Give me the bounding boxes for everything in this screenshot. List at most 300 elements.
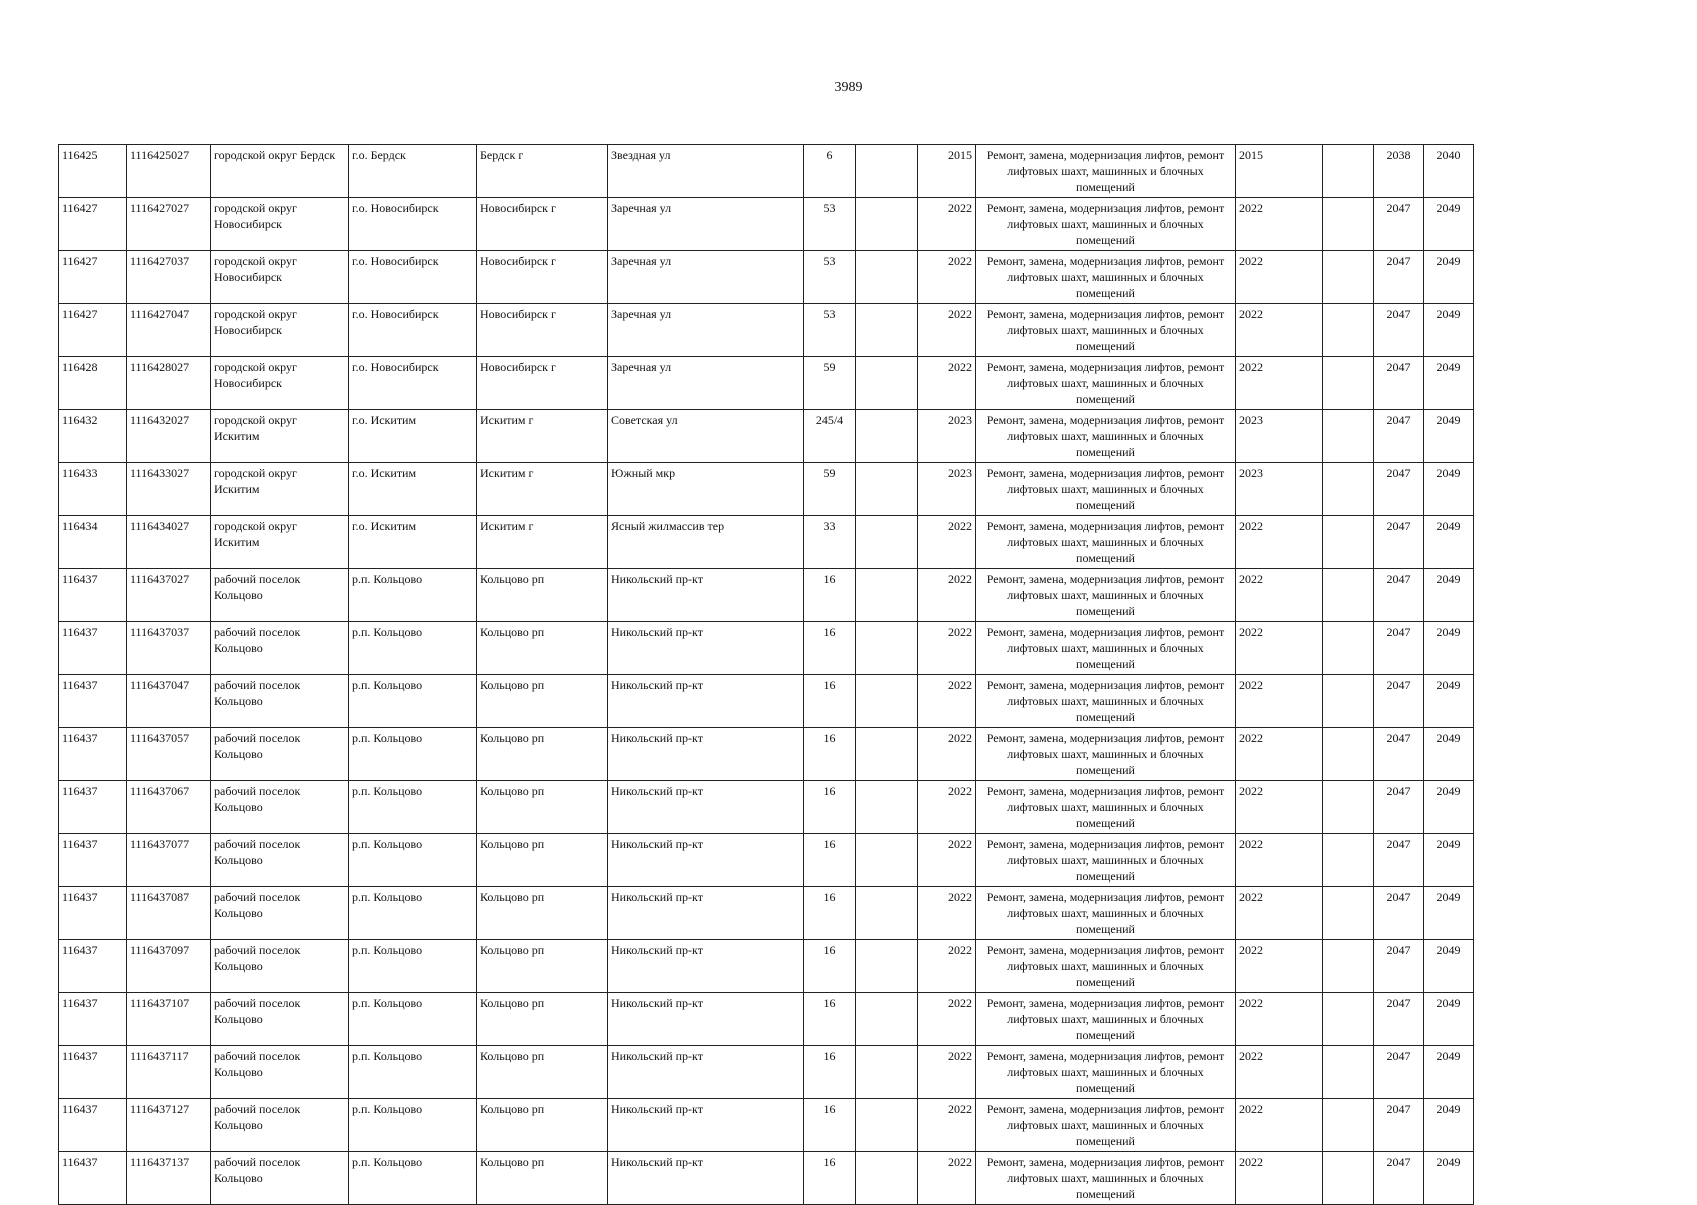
cell-empty	[1323, 198, 1374, 251]
cell-work-type: Ремонт, замена, модернизация лифтов, ремонт лифтовых шахт, машинных и блочных помещений	[976, 410, 1236, 463]
cell-house: 16	[804, 1152, 856, 1205]
cell-empty	[1323, 1152, 1374, 1205]
cell-locality: Искитим г	[477, 410, 608, 463]
cell-empty	[856, 675, 918, 728]
cell-work-type: Ремонт, замена, модернизация лифтов, ремонт лифтовых шахт, машинных и блочных помещений	[976, 569, 1236, 622]
cell-locality: Кольцово рп	[477, 728, 608, 781]
cell-plan-year: 2015	[1236, 145, 1323, 198]
cell-year-built: 2022	[918, 1046, 976, 1099]
cell-empty	[1323, 569, 1374, 622]
table-row	[59, 1152, 1474, 1205]
cell-year-built: 2022	[918, 728, 976, 781]
cell-house: 16	[804, 728, 856, 781]
cell-district: р.п. Кольцово	[349, 993, 477, 1046]
cell-work-type: Ремонт, замена, модернизация лифтов, ремонт лифтовых шахт, машинных и блочных помещений	[976, 198, 1236, 251]
cell-code: 1116434027	[127, 516, 211, 569]
cell-street: Никольский пр-кт	[608, 1046, 804, 1099]
cell-id: 116437	[59, 675, 127, 728]
cell-year-start: 2047	[1374, 1152, 1424, 1205]
cell-year-end: 2049	[1424, 993, 1474, 1046]
cell-code: 1116437107	[127, 993, 211, 1046]
cell-id: 116425	[59, 145, 127, 198]
register-table	[58, 144, 1474, 1205]
cell-year-start: 2047	[1374, 251, 1424, 304]
cell-code: 1116427027	[127, 198, 211, 251]
cell-street: Ясный жилмассив тер	[608, 516, 804, 569]
cell-plan-year: 2022	[1236, 251, 1323, 304]
cell-empty	[1323, 357, 1374, 410]
cell-empty	[1323, 516, 1374, 569]
cell-municipality: рабочий поселок Кольцово	[211, 1099, 349, 1152]
cell-year-built: 2022	[918, 622, 976, 675]
cell-house: 16	[804, 622, 856, 675]
cell-work-type: Ремонт, замена, модернизация лифтов, ремонт лифтовых шахт, машинных и блочных помещений	[976, 675, 1236, 728]
cell-municipality: рабочий поселок Кольцово	[211, 940, 349, 993]
cell-year-start: 2047	[1374, 781, 1424, 834]
cell-locality: Искитим г	[477, 463, 608, 516]
table-row	[59, 728, 1474, 781]
cell-plan-year: 2022	[1236, 622, 1323, 675]
table-row	[59, 993, 1474, 1046]
cell-district: р.п. Кольцово	[349, 569, 477, 622]
cell-code: 1116437077	[127, 834, 211, 887]
cell-year-end: 2049	[1424, 834, 1474, 887]
cell-code: 1116437027	[127, 569, 211, 622]
cell-street: Никольский пр-кт	[608, 834, 804, 887]
cell-plan-year: 2022	[1236, 781, 1323, 834]
table-row	[59, 834, 1474, 887]
cell-street: Советская ул	[608, 410, 804, 463]
cell-empty	[1323, 304, 1374, 357]
cell-year-end: 2049	[1424, 251, 1474, 304]
cell-locality: Новосибирск г	[477, 251, 608, 304]
cell-street: Никольский пр-кт	[608, 940, 804, 993]
cell-house: 6	[804, 145, 856, 198]
cell-year-start: 2047	[1374, 940, 1424, 993]
cell-work-type: Ремонт, замена, модернизация лифтов, ремонт лифтовых шахт, машинных и блочных помещений	[976, 251, 1236, 304]
cell-year-start: 2047	[1374, 993, 1424, 1046]
cell-year-built: 2022	[918, 304, 976, 357]
cell-plan-year: 2022	[1236, 728, 1323, 781]
cell-plan-year: 2022	[1236, 198, 1323, 251]
cell-empty	[1323, 940, 1374, 993]
cell-empty	[856, 198, 918, 251]
cell-street: Никольский пр-кт	[608, 569, 804, 622]
cell-id: 116437	[59, 728, 127, 781]
cell-empty	[856, 993, 918, 1046]
cell-locality: Кольцово рп	[477, 675, 608, 728]
cell-year-end: 2049	[1424, 940, 1474, 993]
cell-work-type: Ремонт, замена, модернизация лифтов, ремонт лифтовых шахт, машинных и блочных помещений	[976, 781, 1236, 834]
cell-house: 16	[804, 940, 856, 993]
cell-year-start: 2047	[1374, 357, 1424, 410]
cell-id: 116437	[59, 993, 127, 1046]
cell-code: 1116437067	[127, 781, 211, 834]
cell-work-type: Ремонт, замена, модернизация лифтов, ремонт лифтовых шахт, машинных и блочных помещений	[976, 304, 1236, 357]
cell-id: 116437	[59, 887, 127, 940]
cell-year-end: 2049	[1424, 198, 1474, 251]
cell-plan-year: 2022	[1236, 834, 1323, 887]
cell-locality: Кольцово рп	[477, 1046, 608, 1099]
cell-year-built: 2022	[918, 781, 976, 834]
table-row	[59, 198, 1474, 251]
cell-district: г.о. Новосибирск	[349, 304, 477, 357]
cell-municipality: городской округ Бердск	[211, 145, 349, 198]
cell-work-type: Ремонт, замена, модернизация лифтов, ремонт лифтовых шахт, машинных и блочных помещений	[976, 834, 1236, 887]
cell-district: г.о. Искитим	[349, 463, 477, 516]
cell-code: 1116433027	[127, 463, 211, 516]
cell-year-built: 2022	[918, 357, 976, 410]
cell-work-type: Ремонт, замена, модернизация лифтов, ремонт лифтовых шахт, машинных и блочных помещений	[976, 463, 1236, 516]
cell-district: р.п. Кольцово	[349, 1099, 477, 1152]
cell-id: 116437	[59, 1152, 127, 1205]
cell-plan-year: 2022	[1236, 516, 1323, 569]
cell-house: 53	[804, 304, 856, 357]
cell-empty	[856, 1152, 918, 1205]
cell-district: г.о. Искитим	[349, 516, 477, 569]
cell-code: 1116437057	[127, 728, 211, 781]
cell-year-built: 2022	[918, 887, 976, 940]
cell-year-start: 2047	[1374, 198, 1424, 251]
cell-locality: Бердск г	[477, 145, 608, 198]
cell-district: р.п. Кольцово	[349, 728, 477, 781]
cell-empty	[1323, 145, 1374, 198]
cell-municipality: городской округ Новосибирск	[211, 357, 349, 410]
cell-id: 116437	[59, 569, 127, 622]
cell-code: 1116437097	[127, 940, 211, 993]
cell-id: 116427	[59, 304, 127, 357]
cell-street: Никольский пр-кт	[608, 622, 804, 675]
table-row	[59, 675, 1474, 728]
cell-id: 116437	[59, 1099, 127, 1152]
cell-house: 16	[804, 993, 856, 1046]
cell-district: г.о. Бердск	[349, 145, 477, 198]
cell-work-type: Ремонт, замена, модернизация лифтов, ремонт лифтовых шахт, машинных и блочных помещений	[976, 1099, 1236, 1152]
cell-year-start: 2047	[1374, 887, 1424, 940]
cell-year-built: 2015	[918, 145, 976, 198]
cell-district: р.п. Кольцово	[349, 1152, 477, 1205]
cell-year-built: 2022	[918, 834, 976, 887]
cell-id: 116437	[59, 1046, 127, 1099]
cell-id: 116437	[59, 622, 127, 675]
cell-empty	[1323, 410, 1374, 463]
cell-work-type: Ремонт, замена, модернизация лифтов, ремонт лифтовых шахт, машинных и блочных помещений	[976, 728, 1236, 781]
cell-house: 16	[804, 1099, 856, 1152]
cell-empty	[856, 569, 918, 622]
cell-district: г.о. Искитим	[349, 410, 477, 463]
cell-code: 1116427047	[127, 304, 211, 357]
cell-empty	[856, 357, 918, 410]
page-number: 3989	[834, 80, 863, 95]
cell-district: р.п. Кольцово	[349, 1046, 477, 1099]
table-row	[59, 516, 1474, 569]
cell-municipality: рабочий поселок Кольцово	[211, 781, 349, 834]
table-row	[59, 1046, 1474, 1099]
cell-year-end: 2049	[1424, 569, 1474, 622]
cell-plan-year: 2022	[1236, 1152, 1323, 1205]
cell-empty	[856, 781, 918, 834]
cell-street: Заречная ул	[608, 357, 804, 410]
cell-year-end: 2049	[1424, 1152, 1474, 1205]
table-row	[59, 781, 1474, 834]
cell-empty	[1323, 834, 1374, 887]
cell-code: 1116428027	[127, 357, 211, 410]
cell-year-end: 2049	[1424, 410, 1474, 463]
cell-district: р.п. Кольцово	[349, 781, 477, 834]
cell-empty	[1323, 781, 1374, 834]
cell-work-type: Ремонт, замена, модернизация лифтов, ремонт лифтовых шахт, машинных и блочных помещений	[976, 1046, 1236, 1099]
cell-code: 1116437137	[127, 1152, 211, 1205]
cell-locality: Кольцово рп	[477, 834, 608, 887]
cell-house: 16	[804, 569, 856, 622]
cell-year-built: 2022	[918, 198, 976, 251]
cell-id: 116437	[59, 781, 127, 834]
cell-year-start: 2047	[1374, 304, 1424, 357]
cell-code: 1116437117	[127, 1046, 211, 1099]
cell-district: р.п. Кольцово	[349, 834, 477, 887]
table-row	[59, 622, 1474, 675]
cell-year-end: 2049	[1424, 516, 1474, 569]
cell-work-type: Ремонт, замена, модернизация лифтов, ремонт лифтовых шахт, машинных и блочных помещений	[976, 622, 1236, 675]
cell-work-type: Ремонт, замена, модернизация лифтов, ремонт лифтовых шахт, машинных и блочных помещений	[976, 940, 1236, 993]
cell-year-end: 2049	[1424, 781, 1474, 834]
cell-plan-year: 2022	[1236, 1099, 1323, 1152]
cell-code: 1116437087	[127, 887, 211, 940]
cell-id: 116432	[59, 410, 127, 463]
cell-plan-year: 2022	[1236, 675, 1323, 728]
cell-year-start: 2047	[1374, 728, 1424, 781]
cell-locality: Кольцово рп	[477, 781, 608, 834]
cell-year-built: 2022	[918, 993, 976, 1046]
cell-year-end: 2049	[1424, 1099, 1474, 1152]
cell-street: Заречная ул	[608, 304, 804, 357]
cell-work-type: Ремонт, замена, модернизация лифтов, ремонт лифтовых шахт, машинных и блочных помещений	[976, 1152, 1236, 1205]
cell-id: 116434	[59, 516, 127, 569]
cell-locality: Искитим г	[477, 516, 608, 569]
cell-house: 16	[804, 1046, 856, 1099]
cell-year-built: 2022	[918, 940, 976, 993]
cell-empty	[856, 516, 918, 569]
cell-street: Никольский пр-кт	[608, 887, 804, 940]
table-row	[59, 940, 1474, 993]
cell-empty	[856, 940, 918, 993]
cell-code: 1116432027	[127, 410, 211, 463]
cell-district: г.о. Новосибирск	[349, 357, 477, 410]
cell-locality: Новосибирск г	[477, 357, 608, 410]
table-row	[59, 569, 1474, 622]
cell-empty	[856, 145, 918, 198]
cell-locality: Кольцово рп	[477, 887, 608, 940]
cell-district: г.о. Новосибирск	[349, 198, 477, 251]
cell-empty	[1323, 887, 1374, 940]
cell-house: 245/4	[804, 410, 856, 463]
cell-id: 116427	[59, 251, 127, 304]
cell-year-start: 2047	[1374, 1099, 1424, 1152]
cell-year-end: 2049	[1424, 887, 1474, 940]
cell-street: Никольский пр-кт	[608, 1099, 804, 1152]
cell-locality: Кольцово рп	[477, 622, 608, 675]
cell-id: 116433	[59, 463, 127, 516]
cell-empty	[856, 304, 918, 357]
cell-street: Заречная ул	[608, 198, 804, 251]
table-row	[59, 887, 1474, 940]
cell-code: 1116427037	[127, 251, 211, 304]
cell-house: 53	[804, 251, 856, 304]
cell-municipality: рабочий поселок Кольцово	[211, 834, 349, 887]
cell-empty	[1323, 993, 1374, 1046]
cell-plan-year: 2022	[1236, 1046, 1323, 1099]
table-row	[59, 410, 1474, 463]
cell-code: 1116437037	[127, 622, 211, 675]
cell-empty	[856, 1099, 918, 1152]
cell-empty	[856, 410, 918, 463]
table-row	[59, 304, 1474, 357]
cell-year-start: 2047	[1374, 1046, 1424, 1099]
cell-year-end: 2049	[1424, 728, 1474, 781]
table-row	[59, 463, 1474, 516]
cell-year-built: 2022	[918, 1099, 976, 1152]
cell-empty	[1323, 622, 1374, 675]
table-row	[59, 145, 1474, 198]
cell-district: р.п. Кольцово	[349, 887, 477, 940]
cell-street: Никольский пр-кт	[608, 1152, 804, 1205]
cell-year-end: 2049	[1424, 1046, 1474, 1099]
cell-year-end: 2049	[1424, 622, 1474, 675]
cell-district: г.о. Новосибирск	[349, 251, 477, 304]
cell-municipality: городской округ Искитим	[211, 516, 349, 569]
cell-code: 1116437127	[127, 1099, 211, 1152]
cell-municipality: городской округ Искитим	[211, 410, 349, 463]
cell-year-start: 2047	[1374, 834, 1424, 887]
cell-municipality: рабочий поселок Кольцово	[211, 728, 349, 781]
cell-municipality: рабочий поселок Кольцово	[211, 622, 349, 675]
cell-year-start: 2047	[1374, 463, 1424, 516]
cell-year-end: 2049	[1424, 304, 1474, 357]
cell-house: 53	[804, 198, 856, 251]
cell-year-built: 2023	[918, 463, 976, 516]
cell-work-type: Ремонт, замена, модернизация лифтов, ремонт лифтовых шахт, машинных и блочных помещений	[976, 516, 1236, 569]
cell-municipality: рабочий поселок Кольцово	[211, 993, 349, 1046]
cell-work-type: Ремонт, замена, модернизация лифтов, ремонт лифтовых шахт, машинных и блочных помещений	[976, 145, 1236, 198]
cell-plan-year: 2022	[1236, 993, 1323, 1046]
cell-year-end: 2049	[1424, 463, 1474, 516]
cell-municipality: рабочий поселок Кольцово	[211, 1046, 349, 1099]
cell-municipality: рабочий поселок Кольцово	[211, 569, 349, 622]
cell-municipality: рабочий поселок Кольцово	[211, 675, 349, 728]
cell-work-type: Ремонт, замена, модернизация лифтов, ремонт лифтовых шахт, машинных и блочных помещений	[976, 993, 1236, 1046]
cell-locality: Кольцово рп	[477, 993, 608, 1046]
cell-locality: Новосибирск г	[477, 198, 608, 251]
cell-plan-year: 2023	[1236, 463, 1323, 516]
table-body	[59, 145, 1474, 1205]
cell-year-start: 2047	[1374, 622, 1424, 675]
cell-id: 116437	[59, 834, 127, 887]
cell-street: Звездная ул	[608, 145, 804, 198]
cell-id: 116427	[59, 198, 127, 251]
cell-locality: Кольцово рп	[477, 569, 608, 622]
cell-locality: Кольцово рп	[477, 1099, 608, 1152]
cell-municipality: городской округ Искитим	[211, 463, 349, 516]
cell-street: Никольский пр-кт	[608, 781, 804, 834]
cell-house: 59	[804, 357, 856, 410]
cell-district: р.п. Кольцово	[349, 940, 477, 993]
cell-year-end: 2040	[1424, 145, 1474, 198]
cell-work-type: Ремонт, замена, модернизация лифтов, ремонт лифтовых шахт, машинных и блочных помещений	[976, 357, 1236, 410]
cell-empty	[856, 1046, 918, 1099]
cell-id: 116428	[59, 357, 127, 410]
cell-year-built: 2022	[918, 569, 976, 622]
cell-year-built: 2022	[918, 251, 976, 304]
cell-year-start: 2038	[1374, 145, 1424, 198]
cell-year-built: 2022	[918, 516, 976, 569]
cell-locality: Кольцово рп	[477, 940, 608, 993]
cell-year-end: 2049	[1424, 357, 1474, 410]
cell-year-start: 2047	[1374, 516, 1424, 569]
cell-municipality: рабочий поселок Кольцово	[211, 1152, 349, 1205]
cell-empty	[1323, 728, 1374, 781]
cell-house: 59	[804, 463, 856, 516]
cell-empty	[1323, 1099, 1374, 1152]
cell-municipality: городской округ Новосибирск	[211, 198, 349, 251]
cell-street: Никольский пр-кт	[608, 675, 804, 728]
cell-municipality: рабочий поселок Кольцово	[211, 887, 349, 940]
cell-house: 16	[804, 834, 856, 887]
cell-house: 33	[804, 516, 856, 569]
cell-street: Южный мкр	[608, 463, 804, 516]
cell-plan-year: 2022	[1236, 887, 1323, 940]
cell-house: 16	[804, 887, 856, 940]
cell-municipality: городской округ Новосибирск	[211, 251, 349, 304]
cell-street: Никольский пр-кт	[608, 993, 804, 1046]
cell-id: 116437	[59, 940, 127, 993]
cell-plan-year: 2022	[1236, 357, 1323, 410]
cell-empty	[1323, 675, 1374, 728]
cell-year-end: 2049	[1424, 675, 1474, 728]
cell-empty	[1323, 1046, 1374, 1099]
cell-plan-year: 2022	[1236, 569, 1323, 622]
cell-house: 16	[804, 781, 856, 834]
cell-empty	[856, 251, 918, 304]
cell-empty	[856, 728, 918, 781]
cell-year-start: 2047	[1374, 410, 1424, 463]
cell-street: Заречная ул	[608, 251, 804, 304]
cell-empty	[1323, 463, 1374, 516]
cell-district: р.п. Кольцово	[349, 622, 477, 675]
cell-empty	[856, 887, 918, 940]
table-row	[59, 357, 1474, 410]
cell-year-built: 2022	[918, 1152, 976, 1205]
cell-empty	[856, 834, 918, 887]
cell-locality: Новосибирск г	[477, 304, 608, 357]
cell-locality: Кольцово рп	[477, 1152, 608, 1205]
cell-plan-year: 2022	[1236, 940, 1323, 993]
table-row	[59, 1099, 1474, 1152]
cell-empty	[856, 463, 918, 516]
cell-code: 1116425027	[127, 145, 211, 198]
cell-street: Никольский пр-кт	[608, 728, 804, 781]
cell-year-start: 2047	[1374, 569, 1424, 622]
cell-district: р.п. Кольцово	[349, 675, 477, 728]
cell-plan-year: 2022	[1236, 304, 1323, 357]
table-row	[59, 251, 1474, 304]
cell-municipality: городской округ Новосибирск	[211, 304, 349, 357]
cell-house: 16	[804, 675, 856, 728]
cell-empty	[1323, 251, 1374, 304]
cell-empty	[856, 622, 918, 675]
cell-year-built: 2023	[918, 410, 976, 463]
cell-code: 1116437047	[127, 675, 211, 728]
cell-year-built: 2022	[918, 675, 976, 728]
